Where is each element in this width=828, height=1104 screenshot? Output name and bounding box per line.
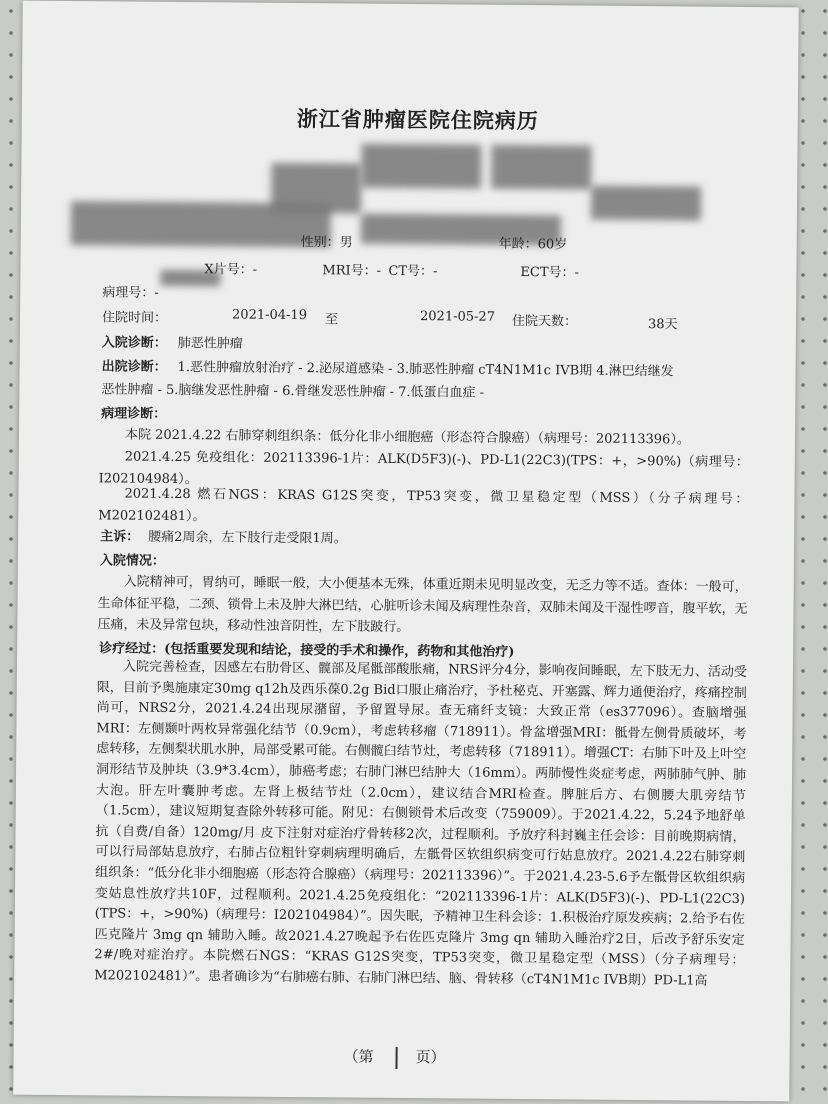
footer-divider xyxy=(395,1047,397,1069)
admit-dx-label: 入院诊断： xyxy=(101,335,167,351)
redaction-block xyxy=(361,144,481,189)
complaint-label: 主诉： xyxy=(100,529,140,545)
pathology-dx-label: 病理诊断： xyxy=(101,406,167,422)
stay-end: 2021-05-27 xyxy=(419,309,496,325)
ect-number: ECT号：- xyxy=(520,264,580,281)
discharge-dx-label: 出院诊断： xyxy=(101,359,167,375)
pathology-dx-text3: 2021.4.28 燃石NGS：KRAS G12S突变，TP53突变，微卫星稳定型（MSS）（分子病理号：M202102481）。 xyxy=(98,486,749,524)
stay-days: 38天 xyxy=(647,317,678,333)
pathology-number: 病理号：- xyxy=(102,285,159,301)
redaction-block xyxy=(491,145,591,190)
page-footer xyxy=(343,1045,445,1069)
medical-record-page xyxy=(13,1,799,1102)
admission-label: 入院情况： xyxy=(99,553,165,569)
gender: 性别：男 xyxy=(300,235,353,251)
ct-number: CT号：- xyxy=(388,263,438,280)
stay-days-label: 住院天数： xyxy=(511,313,578,330)
stay-start: 2021-04-19 xyxy=(231,307,308,324)
course-text: 入院完善检查，因感左右肋骨区、髋部及尾骶部酸胀痛，NRS评分4分，影响夜间睡眠，左下肢无力、活动受限，目前予奥施康定30mg q12h及西乐葆0.2g Bid口服止痛治疗，予杜秘克、开塞露、辉力通便治疗，疼痛控制尚可，NRS2分，2021.4.24出现尿潴留，予留置导尿。查无痛纤支镜：大致正常（es377096）。查脑增强MRI：左侧颞叶两枚异常强化结节（0.9cm），考虑转移瘤（718911）。骨盆增强MRI：骶骨左侧骨质破坏，考虑转移，左侧梨状肌水肿，局部受累可能。右侧髋臼结节灶，考虑转移（718911）。增强CT：右肺下叶及上叶空洞形结节及肿块（3.9*3.4cm），肺癌考虑；右肺门淋巴结肿大（16mm）。两肺慢性炎症考虑，两肺肺气肿、肺大泡。肝左叶囊肿考虑。左肾上极结节灶（2.0cm），建议结合MRI检查。脾脏后方、右侧腰大肌旁结节（1.5cm），建议短期复查除外转移可能。附见：右侧锁骨术后改变（759009）。于2021.4.22，5.24予地舒单抗（自费/自备）120mg/月 皮下注射对症治疗骨转移2次，过程顺利。予放疗科封巍主任会诊：目前晚期病情，可以行局部姑息放疗，右肺占位粗针穿刺病理明确后，左骶骨区软组织病变可行姑息放疗。2021.4.22右肺穿刺组织条：“低分化非小细胞癌（形态符合腺癌）（病理号：202113396）”。于2021.4.23-5.6予左骶骨区软组织病变姑息性放疗共10F，过程顺利。2021.4.25免疫组化：“202113396-1片：ALK(D5F3)(-)、PD-L1(22C3)(TPS：+，>90%)（病理号：I202104984）”。因失眠，予精神卫生科会诊：1.积极治疗原发疾病；2.给予右佐匹克隆片 3mg qn 辅助入睡。故2021.4.27晚起予右佐匹克隆片 3mg qn 辅助入睡治疗2日，后改予舒乐安定2#/晚对症治疗。本院燃石NGS：“KRAS G12S突变，TP53突变，微卫星稳定型（MSS）（分子病理号：M202102481）”。患者确诊为“右肺癌右肺、右肺门淋巴结、脑、骨转移（cT4N1M1c IVB期）PD-L1高 xyxy=(94,659,748,989)
complaint-text: 腰痛2周余，左下肢行走受限1周。 xyxy=(148,529,347,547)
page-title: 浙江省肿瘤医院住院病历 xyxy=(296,106,539,134)
stay-to: 至 xyxy=(324,312,339,328)
discharge-dx-line2: 恶性肿瘤 - 5.脑继发恶性肿瘤 - 6.骨继发恶性肿瘤 - 7.低蛋白血症 - xyxy=(101,382,485,401)
footer-left: （第 xyxy=(343,1047,374,1066)
course-label: 诊疗经过：(包括重要发现和结论，接受的手术和操作，药物和其他治疗) xyxy=(99,641,515,660)
age: 年龄：60岁 xyxy=(498,236,568,253)
redaction-block xyxy=(591,186,701,221)
admission-text: 入院精神可，胃纳可，睡眠一般，大小便基本无殊，体重近期未见明显改变，无乏力等不适。查体：一般可，生命体征平稳，二颈、锁骨上未及肿大淋巴结，心脏听诊未闻及病理性杂音，双肺未闻及干湿性啰音，腹平软，无压痛，未及异常包块，移动性浊音阴性，左下肢跛行。 xyxy=(97,574,748,636)
mri-number: MRI号：- xyxy=(322,263,382,279)
pathology-dx-text1: 本院 2021.4.22 右肺穿刺组织条：低分化非小细胞癌（形态符合腺癌）（病理号：202113396）。 xyxy=(124,427,690,448)
xray-number: X片号：- xyxy=(204,262,258,278)
footer-right: 页） xyxy=(415,1048,446,1067)
pathology-dx-text2: 2021.4.25 免疫组化：202113396-1片：ALK(D5F3)(-)、PD-L1(22C3)(TPS：+，>90%)（病理号：I202104984）。 xyxy=(98,449,749,487)
stay-label: 住院时间： xyxy=(101,310,168,326)
admit-dx-text: 肺恶性肿瘤 xyxy=(177,336,243,352)
discharge-dx-line1: 1.恶性肿瘤放射治疗 - 2.泌尿道感染 - 3.肺恶性肿瘤 cT4N1M1c IVB期 4.淋巴结继发 xyxy=(177,360,674,380)
redaction-block xyxy=(271,163,361,214)
